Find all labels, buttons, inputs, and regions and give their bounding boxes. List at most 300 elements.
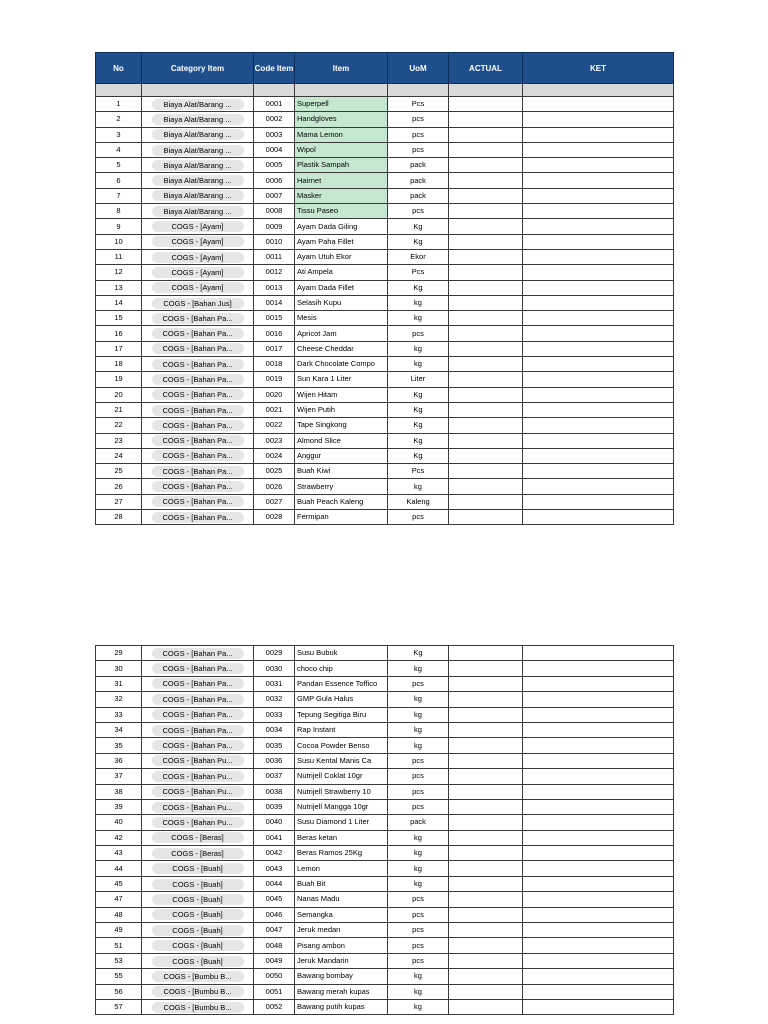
category-dropdown[interactable]: COGS - [Bahan Pa...	[152, 740, 244, 751]
code-cell: 0036	[254, 753, 295, 768]
actual-cell[interactable]	[449, 188, 523, 203]
category-dropdown[interactable]: COGS - [Bahan Pa...	[152, 405, 244, 416]
category-cell	[142, 219, 254, 234]
ket-cell[interactable]	[523, 799, 674, 814]
code-cell: 0027	[254, 494, 295, 509]
ket-cell[interactable]	[523, 953, 674, 968]
row-no: 48	[96, 907, 142, 922]
category-cell	[142, 387, 254, 402]
table-row	[96, 387, 674, 402]
ket-cell[interactable]	[523, 127, 674, 142]
category-dropdown[interactable]: COGS - [Bahan Pa...	[152, 374, 244, 385]
ket-cell[interactable]	[523, 815, 674, 830]
code-cell: 0047	[254, 923, 295, 938]
ket-cell[interactable]	[523, 326, 674, 341]
item-cell: Beras ketan	[295, 830, 388, 845]
category-dropdown[interactable]: Biaya Alat/Barang ...	[152, 114, 244, 125]
category-cell	[142, 676, 254, 691]
ket-cell[interactable]	[523, 249, 674, 264]
category-dropdown[interactable]: COGS - [Bahan Pu...	[152, 802, 244, 813]
ket-cell[interactable]	[523, 784, 674, 799]
ket-cell[interactable]	[523, 341, 674, 356]
category-cell	[142, 938, 254, 953]
category-dropdown[interactable]: COGS - [Bahan Pa...	[152, 328, 244, 339]
category-dropdown[interactable]: COGS - [Bahan Pa...	[152, 481, 244, 492]
ket-cell[interactable]	[523, 969, 674, 984]
row-no: 1	[96, 97, 142, 112]
actual-cell[interactable]	[449, 448, 523, 463]
actual-cell[interactable]	[449, 280, 523, 295]
code-cell: 0002	[254, 112, 295, 127]
category-dropdown[interactable]: COGS - [Bahan Pa...	[152, 648, 244, 659]
row-no: 24	[96, 448, 142, 463]
actual-cell[interactable]	[449, 661, 523, 676]
actual-cell[interactable]	[449, 707, 523, 722]
uom-cell: kg	[388, 479, 449, 494]
category-dropdown[interactable]: COGS - [Bahan Pa...	[152, 343, 244, 354]
ket-cell[interactable]	[523, 219, 674, 234]
actual-cell[interactable]	[449, 969, 523, 984]
table-row	[96, 280, 674, 295]
code-cell: 0010	[254, 234, 295, 249]
actual-cell[interactable]	[449, 953, 523, 968]
category-dropdown[interactable]: COGS - [Buah]	[152, 894, 244, 905]
category-dropdown[interactable]: COGS - [Ayam]	[152, 267, 244, 278]
category-dropdown[interactable]: COGS - [Bahan Pu...	[152, 771, 244, 782]
uom-cell: pcs	[388, 784, 449, 799]
uom-cell: pack	[388, 815, 449, 830]
category-cell	[142, 830, 254, 845]
actual-cell[interactable]	[449, 907, 523, 922]
actual-cell[interactable]	[449, 158, 523, 173]
uom-cell: pcs	[388, 907, 449, 922]
ket-cell[interactable]	[523, 433, 674, 448]
uom-cell: kg	[388, 722, 449, 737]
ket-cell[interactable]	[523, 280, 674, 295]
header-ket: KET	[523, 53, 674, 84]
uom-cell: pcs	[388, 676, 449, 691]
category-dropdown[interactable]: COGS - [Bahan Pa...	[152, 420, 244, 431]
code-cell: 0012	[254, 265, 295, 280]
row-no: 31	[96, 676, 142, 691]
actual-cell[interactable]	[449, 341, 523, 356]
actual-cell[interactable]	[449, 799, 523, 814]
category-cell	[142, 969, 254, 984]
uom-cell: pcs	[388, 142, 449, 157]
row-no: 37	[96, 769, 142, 784]
actual-cell[interactable]	[449, 753, 523, 768]
ket-cell[interactable]	[523, 464, 674, 479]
actual-cell[interactable]	[449, 142, 523, 157]
table-row	[96, 876, 674, 891]
ket-cell[interactable]	[523, 448, 674, 463]
table-row	[96, 326, 674, 341]
code-cell: 0006	[254, 173, 295, 188]
item-cell: Beras Ramos 25Kg	[295, 846, 388, 861]
category-cell	[142, 953, 254, 968]
category-cell	[142, 923, 254, 938]
category-cell	[142, 661, 254, 676]
code-cell: 0028	[254, 510, 295, 525]
category-dropdown[interactable]: COGS - [Bahan Pa...	[152, 389, 244, 400]
actual-cell[interactable]	[449, 234, 523, 249]
category-dropdown[interactable]: Biaya Alat/Barang ...	[152, 190, 244, 201]
row-no: 34	[96, 722, 142, 737]
category-dropdown[interactable]: Biaya Alat/Barang ...	[152, 206, 244, 217]
code-cell: 0043	[254, 861, 295, 876]
table-row	[96, 234, 674, 249]
actual-cell[interactable]	[449, 464, 523, 479]
row-no: 56	[96, 984, 142, 999]
actual-cell[interactable]	[449, 510, 523, 525]
actual-cell[interactable]	[449, 738, 523, 753]
table-row	[96, 753, 674, 768]
header-item: Item	[295, 53, 388, 84]
row-no: 6	[96, 173, 142, 188]
uom-cell: kg	[388, 341, 449, 356]
ket-cell[interactable]	[523, 402, 674, 417]
category-cell	[142, 494, 254, 509]
category-cell	[142, 173, 254, 188]
ket-cell[interactable]	[523, 173, 674, 188]
ket-cell[interactable]	[523, 372, 674, 387]
ket-cell[interactable]	[523, 907, 674, 922]
item-cell: Pandan Essence Toffico	[295, 676, 388, 691]
actual-cell[interactable]	[449, 784, 523, 799]
category-dropdown[interactable]: COGS - [Beras]	[152, 832, 244, 843]
category-cell	[142, 815, 254, 830]
code-cell: 0051	[254, 984, 295, 999]
category-dropdown[interactable]: COGS - [Bahan Jus]	[152, 298, 244, 309]
code-cell: 0016	[254, 326, 295, 341]
code-cell: 0017	[254, 341, 295, 356]
category-dropdown[interactable]: COGS - [Buah]	[152, 956, 244, 967]
ket-cell[interactable]	[523, 418, 674, 433]
table-row	[96, 769, 674, 784]
category-dropdown[interactable]: COGS - [Beras]	[152, 848, 244, 859]
code-cell: 0048	[254, 938, 295, 953]
table-row	[96, 661, 674, 676]
actual-cell[interactable]	[449, 372, 523, 387]
actual-cell[interactable]	[449, 984, 523, 999]
row-no: 29	[96, 646, 142, 661]
category-dropdown[interactable]: Biaya Alat/Barang ...	[152, 175, 244, 186]
actual-cell[interactable]	[449, 418, 523, 433]
category-dropdown[interactable]: COGS - [Bumbu B...	[152, 1002, 244, 1013]
ket-cell[interactable]	[523, 923, 674, 938]
table-row	[96, 861, 674, 876]
uom-cell: Kg	[388, 448, 449, 463]
item-cell: Nutrijell Strawberry 10	[295, 784, 388, 799]
category-cell	[142, 799, 254, 814]
ket-cell[interactable]	[523, 494, 674, 509]
uom-cell: pcs	[388, 953, 449, 968]
category-dropdown[interactable]: COGS - [Bahan Pa...	[152, 313, 244, 324]
actual-cell[interactable]	[449, 112, 523, 127]
actual-cell[interactable]	[449, 479, 523, 494]
table-row	[96, 219, 674, 234]
row-no: 42	[96, 830, 142, 845]
category-dropdown[interactable]: Biaya Alat/Barang ...	[152, 160, 244, 171]
ket-cell[interactable]	[523, 295, 674, 310]
actual-cell[interactable]	[449, 326, 523, 341]
actual-cell[interactable]	[449, 769, 523, 784]
item-cell: Superpell	[295, 97, 388, 112]
uom-cell: Kg	[388, 219, 449, 234]
item-cell: Tape Singkong	[295, 418, 388, 433]
inventory-table-page-2	[95, 645, 674, 1015]
category-dropdown[interactable]: COGS - [Bahan Pa...	[152, 450, 244, 461]
item-cell: Lemon	[295, 861, 388, 876]
actual-cell[interactable]	[449, 861, 523, 876]
category-dropdown[interactable]: COGS - [Bahan Pa...	[152, 725, 244, 736]
ket-cell[interactable]	[523, 357, 674, 372]
category-cell	[142, 479, 254, 494]
code-cell: 0050	[254, 969, 295, 984]
category-cell	[142, 234, 254, 249]
uom-cell: kg	[388, 295, 449, 310]
category-dropdown[interactable]: COGS - [Bahan Pa...	[152, 709, 244, 720]
table-row	[96, 311, 674, 326]
category-dropdown[interactable]: COGS - [Bahan Pu...	[152, 817, 244, 828]
category-dropdown[interactable]: COGS - [Bahan Pa...	[152, 512, 244, 523]
table-row	[96, 173, 674, 188]
row-no: 49	[96, 923, 142, 938]
ket-cell[interactable]	[523, 938, 674, 953]
ket-cell[interactable]	[523, 738, 674, 753]
code-cell: 0046	[254, 907, 295, 922]
actual-cell[interactable]	[449, 692, 523, 707]
code-cell: 0032	[254, 692, 295, 707]
code-cell: 0049	[254, 953, 295, 968]
ket-cell[interactable]	[523, 769, 674, 784]
code-cell: 0020	[254, 387, 295, 402]
actual-cell[interactable]	[449, 295, 523, 310]
category-dropdown[interactable]: COGS - [Ayam]	[152, 282, 244, 293]
category-dropdown[interactable]: COGS - [Bahan Pa...	[152, 435, 244, 446]
actual-cell[interactable]	[449, 265, 523, 280]
actual-cell[interactable]	[449, 923, 523, 938]
row-no: 57	[96, 999, 142, 1014]
code-cell: 0037	[254, 769, 295, 784]
table-row	[96, 892, 674, 907]
row-no: 11	[96, 249, 142, 264]
category-cell	[142, 464, 254, 479]
item-cell: Buah Kiwi	[295, 464, 388, 479]
item-cell: Bawang putih kupas	[295, 999, 388, 1014]
item-cell: Susu Bubuk	[295, 646, 388, 661]
actual-cell[interactable]	[449, 892, 523, 907]
table-row	[96, 722, 674, 737]
table-row	[96, 815, 674, 830]
category-dropdown[interactable]: COGS - [Buah]	[152, 863, 244, 874]
category-dropdown[interactable]: COGS - [Bahan Pa...	[152, 466, 244, 477]
uom-cell: kg	[388, 661, 449, 676]
ket-cell[interactable]	[523, 707, 674, 722]
category-dropdown[interactable]: COGS - [Ayam]	[152, 221, 244, 232]
actual-cell[interactable]	[449, 830, 523, 845]
actual-cell[interactable]	[449, 219, 523, 234]
item-cell: Selasih Kupu	[295, 295, 388, 310]
category-cell	[142, 846, 254, 861]
code-cell: 0031	[254, 676, 295, 691]
ket-cell[interactable]	[523, 676, 674, 691]
category-cell	[142, 311, 254, 326]
ket-cell[interactable]	[523, 861, 674, 876]
item-cell: Ayam Dada Fillet	[295, 280, 388, 295]
item-cell: Almond Slice	[295, 433, 388, 448]
ket-cell[interactable]	[523, 510, 674, 525]
actual-cell[interactable]	[449, 433, 523, 448]
category-cell	[142, 142, 254, 157]
ket-cell[interactable]	[523, 846, 674, 861]
actual-cell[interactable]	[449, 97, 523, 112]
category-dropdown[interactable]: COGS - [Ayam]	[152, 252, 244, 263]
category-dropdown[interactable]: COGS - [Bahan Pa...	[152, 496, 244, 507]
ket-cell[interactable]	[523, 158, 674, 173]
category-dropdown[interactable]: COGS - [Buah]	[152, 925, 244, 936]
actual-cell[interactable]	[449, 357, 523, 372]
ket-cell[interactable]	[523, 387, 674, 402]
category-cell	[142, 892, 254, 907]
category-dropdown[interactable]: COGS - [Buah]	[152, 940, 244, 951]
code-cell: 0019	[254, 372, 295, 387]
actual-cell[interactable]	[449, 204, 523, 219]
ket-cell[interactable]	[523, 876, 674, 891]
item-cell: Nutrijell Mangga 10gr	[295, 799, 388, 814]
ket-cell[interactable]	[523, 830, 674, 845]
uom-cell: pcs	[388, 326, 449, 341]
category-cell	[142, 295, 254, 310]
category-cell	[142, 753, 254, 768]
category-dropdown[interactable]: COGS - [Bahan Pa...	[152, 663, 244, 674]
ket-cell[interactable]	[523, 892, 674, 907]
category-dropdown[interactable]: Biaya Alat/Barang ...	[152, 99, 244, 110]
table-row	[96, 923, 674, 938]
table-row	[96, 953, 674, 968]
code-cell: 0004	[254, 142, 295, 157]
actual-cell[interactable]	[449, 494, 523, 509]
category-dropdown[interactable]: COGS - [Bumbu B...	[152, 971, 244, 982]
category-cell	[142, 433, 254, 448]
row-no: 26	[96, 479, 142, 494]
category-dropdown[interactable]: COGS - [Bumbu B...	[152, 986, 244, 997]
inventory-table-page-1	[95, 52, 674, 525]
item-cell: Buah Peach Kaleng	[295, 494, 388, 509]
row-no: 47	[96, 892, 142, 907]
uom-cell: kg	[388, 738, 449, 753]
category-dropdown[interactable]: COGS - [Bahan Pu...	[152, 786, 244, 797]
table-row	[96, 676, 674, 691]
ket-cell[interactable]	[523, 984, 674, 999]
row-no: 2	[96, 112, 142, 127]
actual-cell[interactable]	[449, 722, 523, 737]
actual-cell[interactable]	[449, 249, 523, 264]
uom-cell: pcs	[388, 204, 449, 219]
category-dropdown[interactable]: Biaya Alat/Barang ...	[152, 145, 244, 156]
uom-cell: Pcs	[388, 265, 449, 280]
row-no: 55	[96, 969, 142, 984]
actual-cell[interactable]	[449, 815, 523, 830]
actual-cell[interactable]	[449, 676, 523, 691]
ket-cell[interactable]	[523, 999, 674, 1014]
category-cell	[142, 984, 254, 999]
actual-cell[interactable]	[449, 173, 523, 188]
category-dropdown[interactable]: COGS - [Buah]	[152, 879, 244, 890]
category-cell	[142, 127, 254, 142]
actual-cell[interactable]	[449, 876, 523, 891]
category-cell	[142, 402, 254, 417]
ket-cell[interactable]	[523, 311, 674, 326]
ket-cell[interactable]	[523, 646, 674, 661]
actual-cell[interactable]	[449, 999, 523, 1014]
ket-cell[interactable]	[523, 661, 674, 676]
actual-cell[interactable]	[449, 402, 523, 417]
category-dropdown[interactable]: COGS - [Ayam]	[152, 236, 244, 247]
row-no: 20	[96, 387, 142, 402]
table-row	[96, 938, 674, 953]
item-cell: Susu Diamond 1 Liter	[295, 815, 388, 830]
table-row	[96, 418, 674, 433]
ket-cell[interactable]	[523, 234, 674, 249]
actual-cell[interactable]	[449, 311, 523, 326]
table-row	[96, 510, 674, 525]
ket-cell[interactable]	[523, 142, 674, 157]
ket-cell[interactable]	[523, 479, 674, 494]
row-no: 35	[96, 738, 142, 753]
ket-cell[interactable]	[523, 753, 674, 768]
uom-cell: pcs	[388, 510, 449, 525]
actual-cell[interactable]	[449, 646, 523, 661]
row-no: 39	[96, 799, 142, 814]
actual-cell[interactable]	[449, 846, 523, 861]
category-cell	[142, 722, 254, 737]
ket-cell[interactable]	[523, 97, 674, 112]
uom-cell: Kg	[388, 646, 449, 661]
item-cell: Pisang ambon	[295, 938, 388, 953]
ket-cell[interactable]	[523, 204, 674, 219]
actual-cell[interactable]	[449, 127, 523, 142]
ket-cell[interactable]	[523, 188, 674, 203]
category-dropdown[interactable]: Biaya Alat/Barang ...	[152, 129, 244, 140]
ket-cell[interactable]	[523, 112, 674, 127]
ket-cell[interactable]	[523, 692, 674, 707]
ket-cell[interactable]	[523, 722, 674, 737]
actual-cell[interactable]	[449, 387, 523, 402]
uom-cell: kg	[388, 984, 449, 999]
category-dropdown[interactable]: COGS - [Buah]	[152, 909, 244, 920]
table-row	[96, 646, 674, 661]
category-cell	[142, 188, 254, 203]
header-category-item: Category Item	[142, 53, 254, 84]
ket-cell[interactable]	[523, 265, 674, 280]
category-cell	[142, 280, 254, 295]
category-cell	[142, 158, 254, 173]
category-dropdown[interactable]: COGS - [Bahan Pa...	[152, 694, 244, 705]
row-no: 32	[96, 692, 142, 707]
actual-cell[interactable]	[449, 938, 523, 953]
category-dropdown[interactable]: COGS - [Bahan Pa...	[152, 678, 244, 689]
item-cell: Rap Instant	[295, 722, 388, 737]
category-dropdown[interactable]: COGS - [Bahan Pa...	[152, 359, 244, 370]
row-no: 7	[96, 188, 142, 203]
row-no: 33	[96, 707, 142, 722]
table-row	[96, 158, 674, 173]
table-row	[96, 707, 674, 722]
row-no: 30	[96, 661, 142, 676]
item-cell: Semangka	[295, 907, 388, 922]
category-dropdown[interactable]: COGS - [Bahan Pu...	[152, 755, 244, 766]
